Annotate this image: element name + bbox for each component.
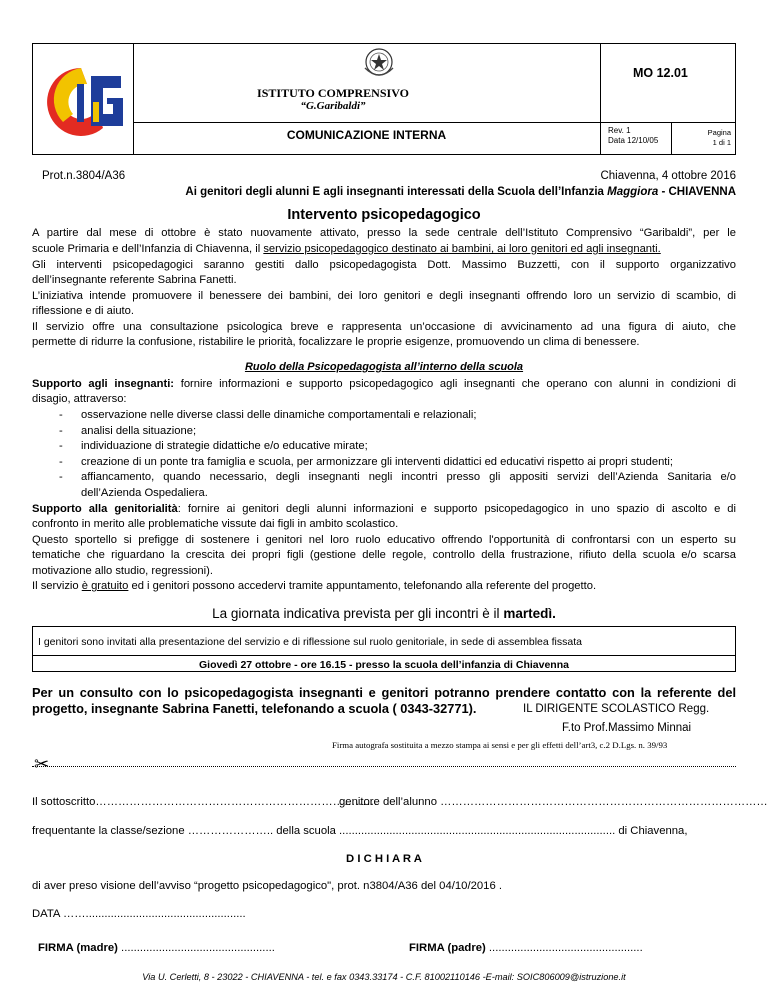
- intro-line-1: A partire dal mese di ottobre è stato nuovamente attivato, presso la sede centrale dell’Istituto Comprensivo “Garibaldi”, per le: [32, 227, 736, 239]
- parents-support-line-3: Questo sportello si prefigge di sostenere i genitori nel loro ruolo educativo offrendo l'opportunità di confrontarsi con un esperto su: [32, 534, 736, 546]
- teachers-support-line-2: disagio, attraverso:: [32, 393, 127, 405]
- list-item: - osservazione nelle diverse classi delle dinamiche comportamentali e relazionali;: [59, 409, 477, 421]
- intro-line-5: L’iniziativa intende promuovere il benessere dei bambini, dei loro genitori e degli insegnanti offrendo loro un servizio di scambio, di: [32, 290, 736, 302]
- parents-support-line-5: motivazione allo studio, regressioni).: [32, 565, 213, 577]
- page-number: 1 di 1: [712, 138, 731, 147]
- page-label: Pagina: [707, 128, 731, 137]
- revision: [608, 126, 658, 146]
- list-item: - individuazione di strategie didattiche e/o educative mirate;: [59, 440, 368, 453]
- cut-line: [32, 766, 736, 767]
- page-info: [671, 128, 737, 148]
- parents-support-line-6: Il servizio è gratuito ed i genitori possono accedervi tramite appuntamento, telefonando alla referente del progetto.: [32, 580, 597, 592]
- class-field: frequentante la classe/sezione ………………….. della scuola ........................................................................................ di Chiavenna,: [32, 825, 688, 837]
- list-item: - creazione di un ponte tra famiglia e scuola, per armonizzare gli interventi didattici ed educativi rispetto ai propri studenti;: [59, 455, 674, 468]
- intro-line-4: dell’insegnante referente Sabrina Fanetti.: [32, 274, 237, 286]
- scissors-icon: ✂: [34, 754, 50, 774]
- role-title: Ruolo della Psicopedagogista all’interno della scuola: [244, 361, 524, 373]
- consult-line-2: progetto, insegnante Sabrina Fanetti, telefonando a scuola ( 0343-32771).: [32, 701, 477, 716]
- list-item-continuation: dell’Azienda Ospedaliera.: [81, 486, 208, 499]
- signature-role: IL DIRIGENTE SCOLASTICO Regg.: [523, 703, 710, 715]
- form-code: MO 12.01: [633, 66, 688, 80]
- footer-address: Via U. Cerletti, 8 - 23022 - CHIAVENNA - tel. e fax 0343.33174 - C.F. 81002110146 -E-mail: SOIC806009@istruzione.it: [142, 972, 626, 982]
- signer-field: Il sottoscritto…………………………………………………………………: [32, 796, 378, 808]
- header-table: [32, 43, 736, 155]
- recipients: Ai genitori degli alunni E agli insegnanti interessati della Scuola dell’Infanzia Maggiora - CHIAVENNA: [185, 186, 736, 198]
- document-type: COMUNICAZIONE INTERNA: [286, 128, 447, 142]
- institute-name: “G.Garibaldi”: [300, 100, 366, 112]
- parents-support-line-2: confronto in merito alle problematiche vissute dai figli in ambito scolastico.: [32, 518, 399, 530]
- parents-support-line-4: tematiche che riguardano la crescita dei propri figli (gestione delle regole, controllo della frustrazione, rifiuto della scuola e/o scarsa: [32, 549, 736, 561]
- republic-emblem: [361, 46, 397, 80]
- meeting-day: La giornata indicativa prevista per gli incontri è il martedì.: [212, 606, 556, 621]
- mother-signature: FIRMA (madre) .................................................: [38, 942, 275, 954]
- teachers-support-line-1: Supporto agli insegnanti: fornire informazioni e supporto psicopedagogico agli insegnanti che operano con alunni in condizioni di: [32, 378, 736, 390]
- revision-date: Data 12/10/05: [608, 136, 659, 145]
- intro-line-3: Gli interventi psicopedagogici saranno gestiti dallo psicopedagogista Dott. Massimo Buzzetti, con il supporto organizzativo: [32, 259, 736, 271]
- date-field: DATA ……...................................................: [32, 908, 246, 920]
- teachers-support-list: [59, 408, 736, 502]
- place-date: Chiavenna, 4 ottobre 2016: [600, 170, 736, 182]
- intro-line-2: scuole Primaria e dell’Infanzia di Chiavenna, il servizio psicopedagogico destinato ai bambini, ai loro genitori ed agli insegnanti.: [32, 243, 661, 255]
- declaration-heading: D I C H I A R A: [346, 853, 422, 865]
- signature-name: F.to Prof.Massimo Minnai: [562, 722, 692, 734]
- intro-line-7: Il servizio offre una consultazione psicologica breve e rappresenta un’occasione di avvicinamento ad una figura di aiuto, che: [32, 321, 736, 333]
- institute-title: ISTITUTO COMPRENSIVO: [257, 86, 409, 100]
- consult-line-1: Per un consulto con lo psicopedagogista insegnanti e genitori potranno prendere contatto con la referente del: [32, 685, 736, 700]
- invite-box: [32, 626, 736, 672]
- acknowledgement: di aver preso visione dell’avviso “progetto psicopedagogico", prot. n3804/A36 del 04/10/2016 .: [32, 880, 503, 892]
- father-signature: FIRMA (padre) .................................................: [409, 942, 643, 954]
- list-item: - affiancamento, quando necessario, degli insegnanti negli incontri presso gli appositi servizi dell’Azienda Sanitaria e/o: [59, 471, 736, 484]
- school-logo: [41, 62, 127, 142]
- student-field: genitore dell’alunno ……………………………………………………………………………: [339, 796, 768, 808]
- list-item: - analisi della situazione;: [59, 424, 197, 437]
- signature-note: Firma autografa sostituita a mezzo stampa ai sensi e per gli effetti dell’art3, c.2 D.Lgs. n. 39/93: [332, 740, 668, 750]
- intro-line-8: permette di ridurre la confusione, ristabilire le priorità, focalizzare le proprie esigenze, promuovendo un clima di benessere.: [32, 336, 640, 348]
- revision-number: Rev. 1: [608, 126, 631, 135]
- protocol-number: Prot.n.3804/A36: [42, 170, 126, 182]
- page-title: Intervento psicopedagogico: [287, 207, 481, 223]
- parents-support-line-1: Supporto alla genitorialità: fornire ai genitori degli alunni informazioni e supporto psicopedagogico in uno spazio di ascolto e di: [32, 503, 736, 515]
- intro-line-6: riflessione e di aiuto.: [32, 305, 134, 317]
- invite-text: I genitori sono invitati alla presentazione del servizio e di riflessione sul ruolo genitoriale, in sede di assemblea fissata: [38, 636, 582, 648]
- invite-date: Giovedì 27 ottobre - ore 16.15 - presso la scuola dell’infanzia di Chiavenna: [199, 659, 569, 671]
